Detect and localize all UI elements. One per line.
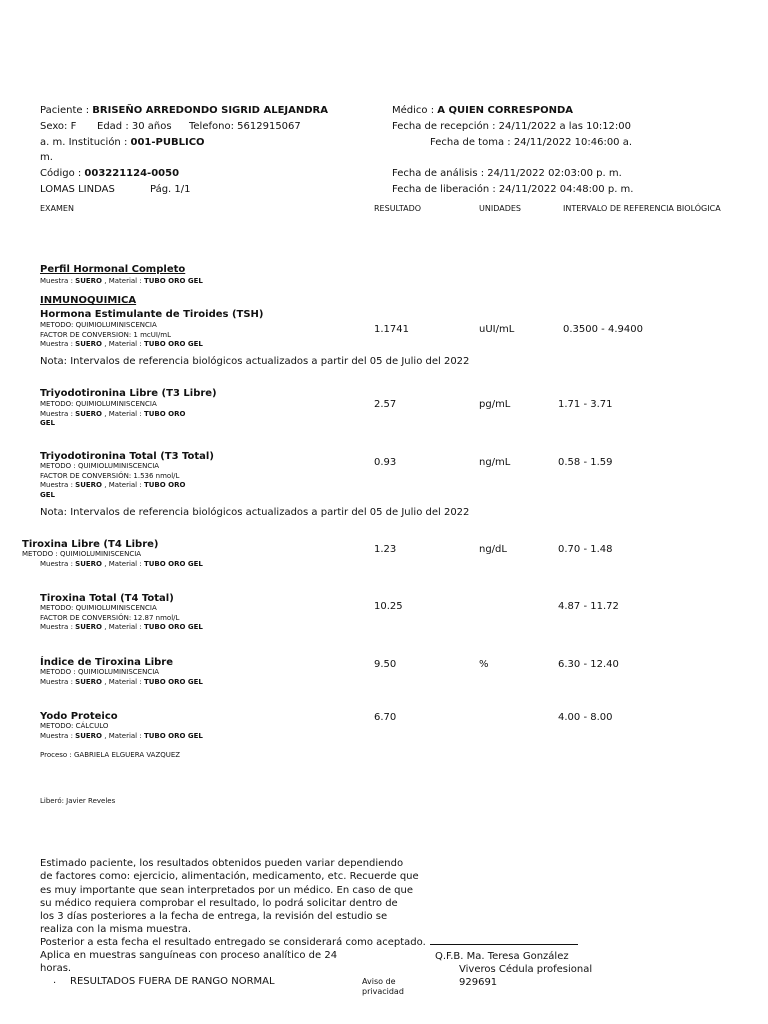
- disclaimer-line: Aplica en muestras sanguíneas con proceso analítico de 24: [40, 950, 338, 961]
- test-reference: 4.87 - 11.72: [558, 601, 619, 612]
- code-label: Código :: [40, 168, 85, 179]
- test-result: 1.1741: [374, 324, 409, 335]
- test-sample-cont: GEL: [40, 490, 55, 499]
- patient-label: Paciente :: [40, 105, 93, 116]
- test-factor: FACTOR DE CONVERSIÓN: 1.536 nmol/L: [40, 471, 180, 480]
- test-details: [40, 604, 203, 633]
- age-label: Edad :: [97, 121, 132, 132]
- test-details: [40, 400, 185, 429]
- column-exam: EXAMEN: [40, 204, 74, 213]
- disclaimer-line: horas.: [40, 963, 72, 974]
- test-units: ng/mL: [479, 457, 511, 468]
- test-result: 10.25: [374, 601, 403, 612]
- disclaimer-line: es muy importante que sean interpretados por un médico. En caso de que: [40, 884, 413, 896]
- release-date: Fecha de liberación : 24/11/2022 04:48:00 p. m.: [392, 184, 634, 195]
- test-method: METODO : QUIMIOLUMINISCENCIA: [40, 668, 160, 676]
- test-reference: 4.00 - 8.00: [558, 712, 613, 723]
- privacy-notice-line: Aviso de: [362, 977, 396, 986]
- patient-line: [40, 105, 328, 116]
- sample-date: Fecha de toma : 24/11/2022 10:46:00 a.: [430, 137, 633, 148]
- footer-bullet: .: [53, 975, 57, 986]
- test-details: [40, 321, 203, 350]
- test-reference: 0.3500 - 4.9400: [563, 324, 643, 335]
- test-name: Índice de Tiroxina Libre: [40, 657, 173, 668]
- phone: [189, 121, 301, 132]
- test-sample: Muestra : SUERO , Material : TUBO ORO GEL: [40, 560, 203, 568]
- column-result: RESULTADO: [374, 204, 422, 213]
- test-result: 1.23: [374, 544, 397, 555]
- test-name: Triyodotironina Libre (T3 Libre): [40, 388, 217, 399]
- sample-label: Muestra :: [40, 277, 76, 285]
- disclaimer-line: su médico requiera comprobar el resultado, lo podrá solicitar dentro de: [40, 897, 398, 909]
- test-sample: Muestra : SUERO , Material : TUBO ORO GEL: [40, 731, 203, 740]
- m-line: m.: [40, 152, 53, 163]
- test-name: Triyodotironina Total (T3 Total): [40, 451, 214, 462]
- sex-value: F: [70, 121, 77, 132]
- phone-value: 5612915067: [237, 121, 301, 132]
- test-reference: 1.71 - 3.71: [558, 399, 613, 410]
- signature-line: [430, 944, 578, 945]
- test-units: %: [479, 659, 489, 670]
- test-reference: 0.70 - 1.48: [558, 544, 613, 555]
- disclaimer-line: realiza con la misma muestra.: [40, 924, 192, 936]
- test-result: 6.70: [374, 712, 397, 723]
- test-units: pg/mL: [479, 399, 511, 410]
- institution: [40, 137, 205, 148]
- disclaimer: [40, 857, 424, 937]
- test-result: 0.93: [374, 457, 397, 468]
- test-result: 9.50: [374, 659, 397, 670]
- test-sample: Muestra : SUERO , Material : TUBO ORO GEL: [40, 677, 203, 686]
- disclaimer-line: los 3 días posteriores a la fecha de entrega, la revisión del estudio se: [40, 911, 388, 923]
- test-details: [40, 462, 185, 500]
- test-method: METODO : QUIMIOLUMINISCENCIA: [40, 462, 160, 470]
- privacy-notice-line: privacidad: [362, 987, 404, 996]
- test-units: uUI/mL: [479, 324, 515, 335]
- profile-title: Perfil Hormonal Completo: [40, 264, 186, 275]
- test-factor: FACTOR DE CONVERSIÓN: 12.87 nmol/L: [40, 613, 180, 622]
- acceptance-text: Posterior a esta fecha el resultado entregado se considerará como aceptado.: [40, 937, 426, 948]
- code: [40, 168, 179, 179]
- test-reference: 0.58 - 1.59: [558, 457, 613, 468]
- branch: LOMAS LINDAS: [40, 184, 115, 195]
- column-units: UNIDADES: [479, 204, 521, 213]
- test-method: METODO: QUIMIOLUMINISCENCIA: [40, 321, 157, 329]
- reception-date: Fecha de recepción : 24/11/2022 a las 10:12:00: [392, 121, 632, 132]
- disclaimer-line: Estimado paciente, los resultados obtenidos pueden variar dependiendo: [40, 858, 404, 869]
- test-sample: Muestra : SUERO , Material : TUBO ORO GEL: [40, 623, 203, 631]
- doctor-label: Médico :: [392, 105, 438, 116]
- test-sample: Muestra : SUERO , Material : TUBO ORO GEL: [40, 340, 203, 348]
- profile-sample: [40, 277, 203, 287]
- test-details: [40, 722, 203, 741]
- patient-demographics: [40, 121, 76, 132]
- test-name: Hormona Estimulante de Tiroides (TSH): [40, 309, 264, 320]
- reference-note: Nota: Intervalos de referencia biológicos actualizados a partir del 05 de Julio del 2022: [40, 356, 470, 367]
- test-units: ng/dL: [479, 544, 507, 555]
- age-value: 30 años: [131, 121, 172, 132]
- disclaimer-line: de factores como: ejercicio, alimentación, medicamento, etc. Recuerde que: [40, 871, 419, 883]
- test-result: 2.57: [374, 399, 397, 410]
- privacy-notice-link[interactable]: [362, 977, 404, 997]
- institution-value: 001-PUBLICO: [130, 137, 205, 148]
- sample-type: SUERO: [75, 277, 103, 285]
- material-label: , Material :: [102, 277, 144, 285]
- test-method: METODO: QUIMIOLUMINISCENCIA: [40, 400, 157, 408]
- test-sample: Muestra : SUERO , Material : TUBO ORO: [40, 409, 186, 418]
- signer-license: 929691: [459, 977, 498, 988]
- processed-by: Proceso : GABRIELA ELGUERA VAZQUEZ: [40, 751, 181, 759]
- sex-label: Sexo:: [40, 121, 71, 132]
- reference-note: Nota: Intervalos de referencia biológicos actualizados a partir del 05 de Julio del 2022: [40, 507, 470, 518]
- signer-credentials: Viveros Cédula profesional: [459, 964, 593, 975]
- test-name: Yodo Proteico: [40, 711, 118, 722]
- patient-name: BRISEÑO ARREDONDO SIGRID ALEJANDRA: [92, 105, 328, 116]
- age: [97, 121, 172, 132]
- test-method: METODO : QUIMIOLUMINISCENCIA: [22, 550, 142, 558]
- released-by: Liberó: Javier Reveles: [40, 797, 116, 805]
- material-type: TUBO ORO GEL: [143, 277, 203, 285]
- acceptance-line: [40, 937, 578, 948]
- code-value: 003221124-0050: [84, 168, 180, 179]
- test-sample: Muestra : SUERO , Material : TUBO ORO: [40, 481, 186, 489]
- test-name: Tiroxina Libre (T4 Libre): [22, 539, 159, 550]
- test-sample-cont: GEL: [40, 419, 55, 427]
- test-details: [40, 668, 203, 687]
- section-title: INMUNOQUIMICA: [40, 295, 137, 306]
- test-reference: 6.30 - 12.40: [558, 659, 619, 670]
- analysis-date: Fecha de análisis : 24/11/2022 02:03:00 p. m.: [392, 168, 622, 179]
- test-name: Tiroxina Total (T4 Total): [40, 593, 174, 604]
- doctor-name: A QUIEN CORRESPONDA: [437, 105, 574, 116]
- test-method: METODO: QUIMIOLUMINISCENCIA: [40, 604, 157, 612]
- test-factor: FACTOR DE CONVERSION: 1 mcUI/mL: [40, 330, 172, 339]
- institution-label: a. m. Institución :: [40, 137, 131, 148]
- doctor-line: [392, 105, 573, 116]
- phone-label: Telefono:: [189, 121, 238, 132]
- column-reference: INTERVALO DE REFERENCIA BIOLÓGICA: [563, 204, 721, 213]
- test-method: METODO: CÁLCULO: [40, 722, 109, 730]
- signer-name: Q.F.B. Ma. Teresa González: [435, 951, 569, 962]
- out-of-range-legend: RESULTADOS FUERA DE RANGO NORMAL: [70, 976, 275, 987]
- page-number: Pág. 1/1: [150, 184, 191, 195]
